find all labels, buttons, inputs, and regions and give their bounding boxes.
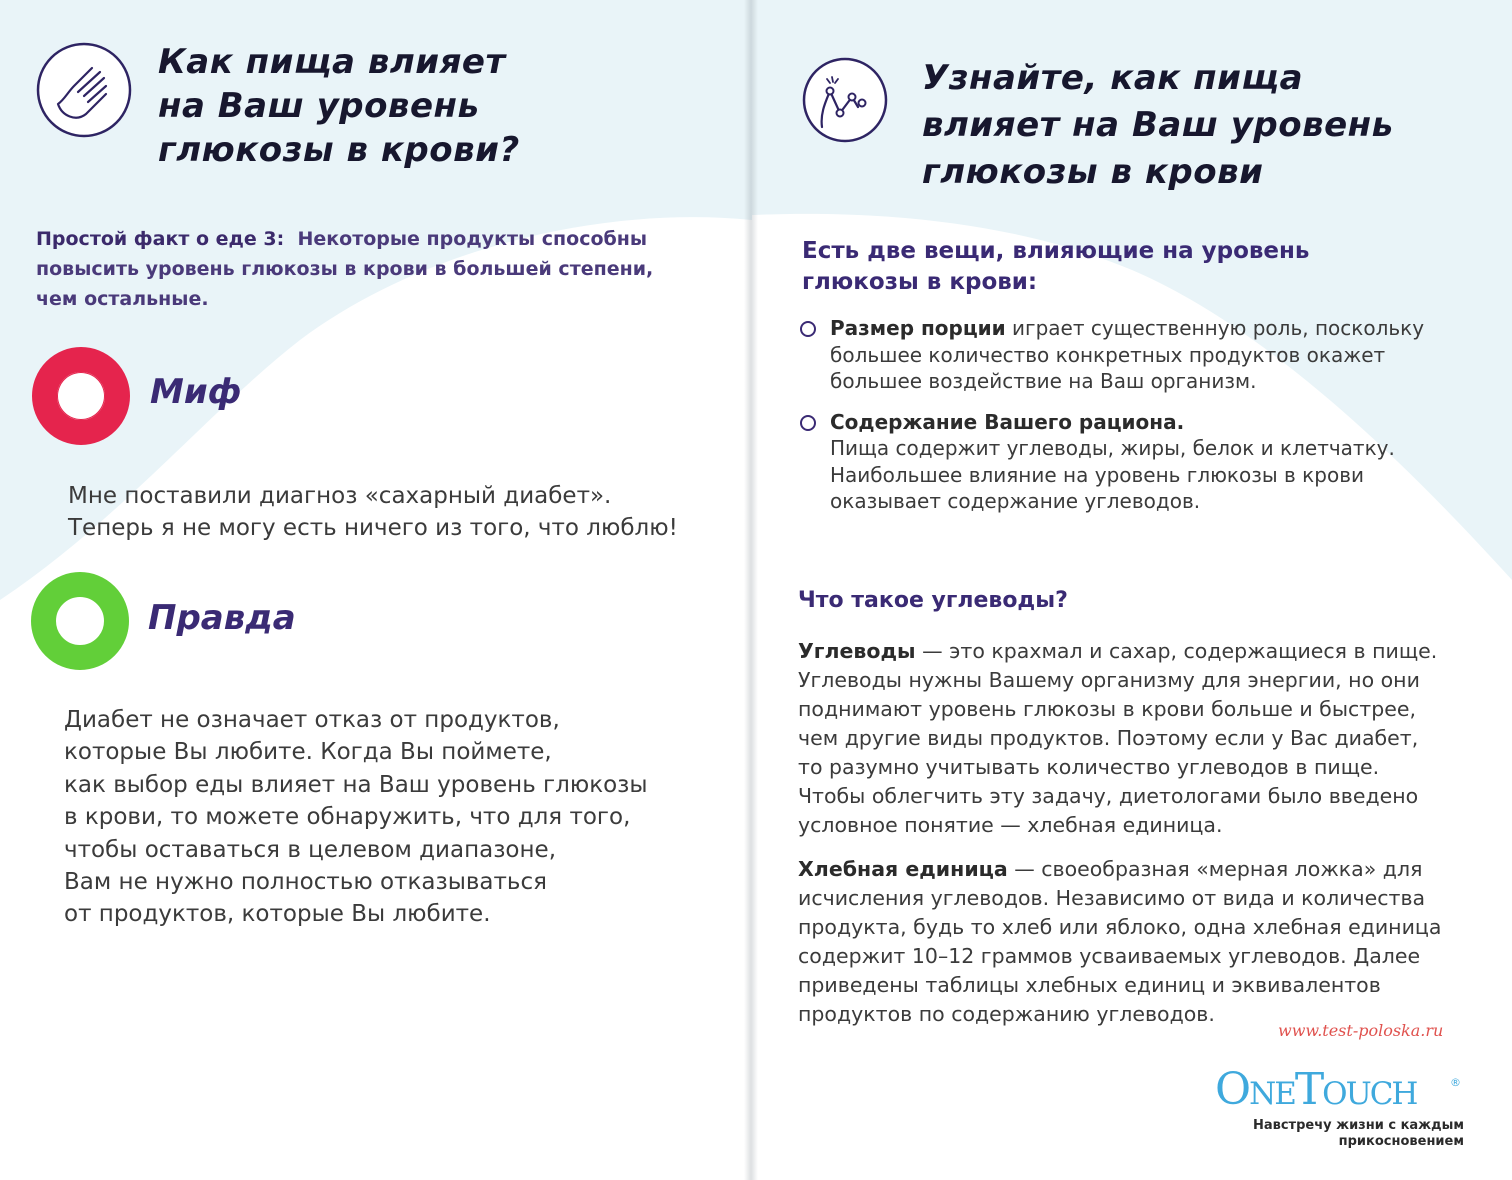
- right-title-line: Узнайте, как пища: [922, 58, 1304, 98]
- truth-line: чтобы оставаться в целевом диапазоне,: [64, 836, 557, 863]
- left-page: [0, 0, 752, 1180]
- left-title-line: на Ваш уровень: [158, 86, 480, 126]
- right-page-title: [922, 55, 1394, 196]
- fact-label: Простой факт о еде 3:: [36, 228, 285, 250]
- truth-ring-icon: [31, 572, 129, 670]
- list-item: [800, 315, 1460, 395]
- truth-line: Вам не нужно полностью отказываться: [64, 869, 547, 896]
- factors-list: [800, 315, 1460, 529]
- carbs-line: чем другие виды продуктов. Поэтому если у Вас диабет,: [798, 726, 1419, 750]
- left-title-line: глюкозы в крови?: [158, 130, 520, 170]
- fact-line: повысить уровень глюкозы в крови в большей степени,: [36, 258, 654, 280]
- myth-line: Мне поставили диагноз «сахарный диабет».: [68, 483, 612, 509]
- fact-line: Некоторые продукты способны: [297, 228, 648, 250]
- hand-icon: [34, 40, 134, 140]
- bullet-line: большее воздействие на Ваш организм.: [830, 369, 1257, 393]
- carbs-line: то разумно учитывать количество углеводов в пище.: [798, 755, 1380, 779]
- bullet-bold: Размер порции: [830, 316, 1006, 340]
- bread-line: приведены таблицы хлебных единиц и эквивалентов: [798, 973, 1381, 997]
- truth-line: от продуктов, которые Вы любите.: [64, 901, 491, 928]
- bread-line: исчисления углеводов. Независимо от вида и количества: [798, 886, 1426, 910]
- carbs-line: Чтобы облегчить эту задачу, диетологами было введено: [798, 784, 1419, 808]
- bullet-line: Наибольшее влияние на уровень глюкозы в крови: [830, 462, 1364, 487]
- bread-line: — своеобразная «мерная ложка» для: [1007, 857, 1423, 881]
- bullet-line: Пища содержит углеводы, жиры, белок и клетчатку.: [830, 436, 1395, 460]
- carbs-heading: Что такое углеводы?: [798, 588, 1068, 613]
- bread-line: содержит 10–12 граммов усваиваемых углеводов. Далее: [798, 944, 1421, 968]
- carbs-line: — это крахмал и сахар, содержащиеся в пище.: [915, 639, 1438, 663]
- bullet-line: играет существенную роль, поскольку: [1005, 316, 1425, 340]
- carbs-bold-term: Углеводы: [798, 639, 916, 663]
- carbs-line: поднимают уровень глюкозы в крови больше и быстрее,: [798, 697, 1416, 721]
- watermark-url: www.test-poloska.ru: [1278, 1021, 1444, 1040]
- bullet-circle-icon: [800, 415, 816, 431]
- food-fact: [36, 224, 676, 314]
- registered-mark: ®: [1450, 1076, 1461, 1089]
- truth-line: в крови, то можете обнаружить, что для того,: [64, 804, 631, 831]
- carbs-line: Углеводы нужны Вашему организму для энергии, но они: [798, 668, 1420, 692]
- carbs-line: условное понятие — хлебная единица.: [798, 813, 1223, 837]
- bread-unit-bold-term: Хлебная единица: [798, 857, 1008, 881]
- truth-line: которые Вы любите. Когда Вы поймете,: [64, 739, 552, 766]
- right-page: [752, 0, 1512, 1180]
- bread-line: продуктов по содержанию углеводов.: [798, 1002, 1215, 1026]
- myth-label: Миф: [150, 372, 242, 412]
- truth-line: как выбор еды влияет на Ваш уровень глюкозы: [64, 771, 648, 798]
- left-title-line: Как пища влияет: [158, 42, 506, 82]
- glucose-chart-icon: [800, 55, 890, 145]
- truth-line: Диабет не означает отказ от продуктов,: [64, 707, 560, 733]
- brand-tagline: [1222, 1118, 1464, 1150]
- right-title-line: влияет на Ваш уровень: [922, 105, 1394, 145]
- myth-text: [68, 480, 678, 545]
- tagline-line: прикосновением: [1338, 1134, 1464, 1149]
- truth-text: [64, 704, 648, 931]
- bread-unit-paragraph: [798, 855, 1478, 1029]
- subhead-line: Есть две вещи, влияющие на уровень: [802, 238, 1310, 264]
- onetouch-logo: OneTouch: [1215, 1064, 1417, 1115]
- two-factors-subheading: [802, 236, 1309, 298]
- page-fold: [744, 0, 758, 1180]
- subhead-line: глюкозы в крови:: [802, 269, 1038, 295]
- tagline-line: Навстречу жизни с каждым: [1252, 1118, 1464, 1133]
- right-title-line: глюкозы в крови: [922, 152, 1264, 192]
- bullet-circle-icon: [800, 321, 816, 337]
- left-page-title: [158, 40, 520, 172]
- list-item: [800, 409, 1460, 515]
- bullet-line: оказывает содержание углеводов.: [830, 489, 1201, 513]
- bullet-bold: Содержание Вашего рациона.: [830, 409, 1185, 434]
- fact-line: чем остальные.: [36, 288, 209, 310]
- carbs-paragraph: [798, 637, 1478, 840]
- truth-label: Правда: [148, 598, 296, 638]
- myth-line: Теперь я не могу есть ничего из того, что люблю!: [68, 515, 678, 542]
- bullet-line: большее количество конкретных продуктов окажет: [830, 342, 1386, 367]
- myth-ring-icon: [32, 347, 130, 445]
- bread-line: продукта, будь то хлеб или яблоко, одна хлебная единица: [798, 915, 1442, 939]
